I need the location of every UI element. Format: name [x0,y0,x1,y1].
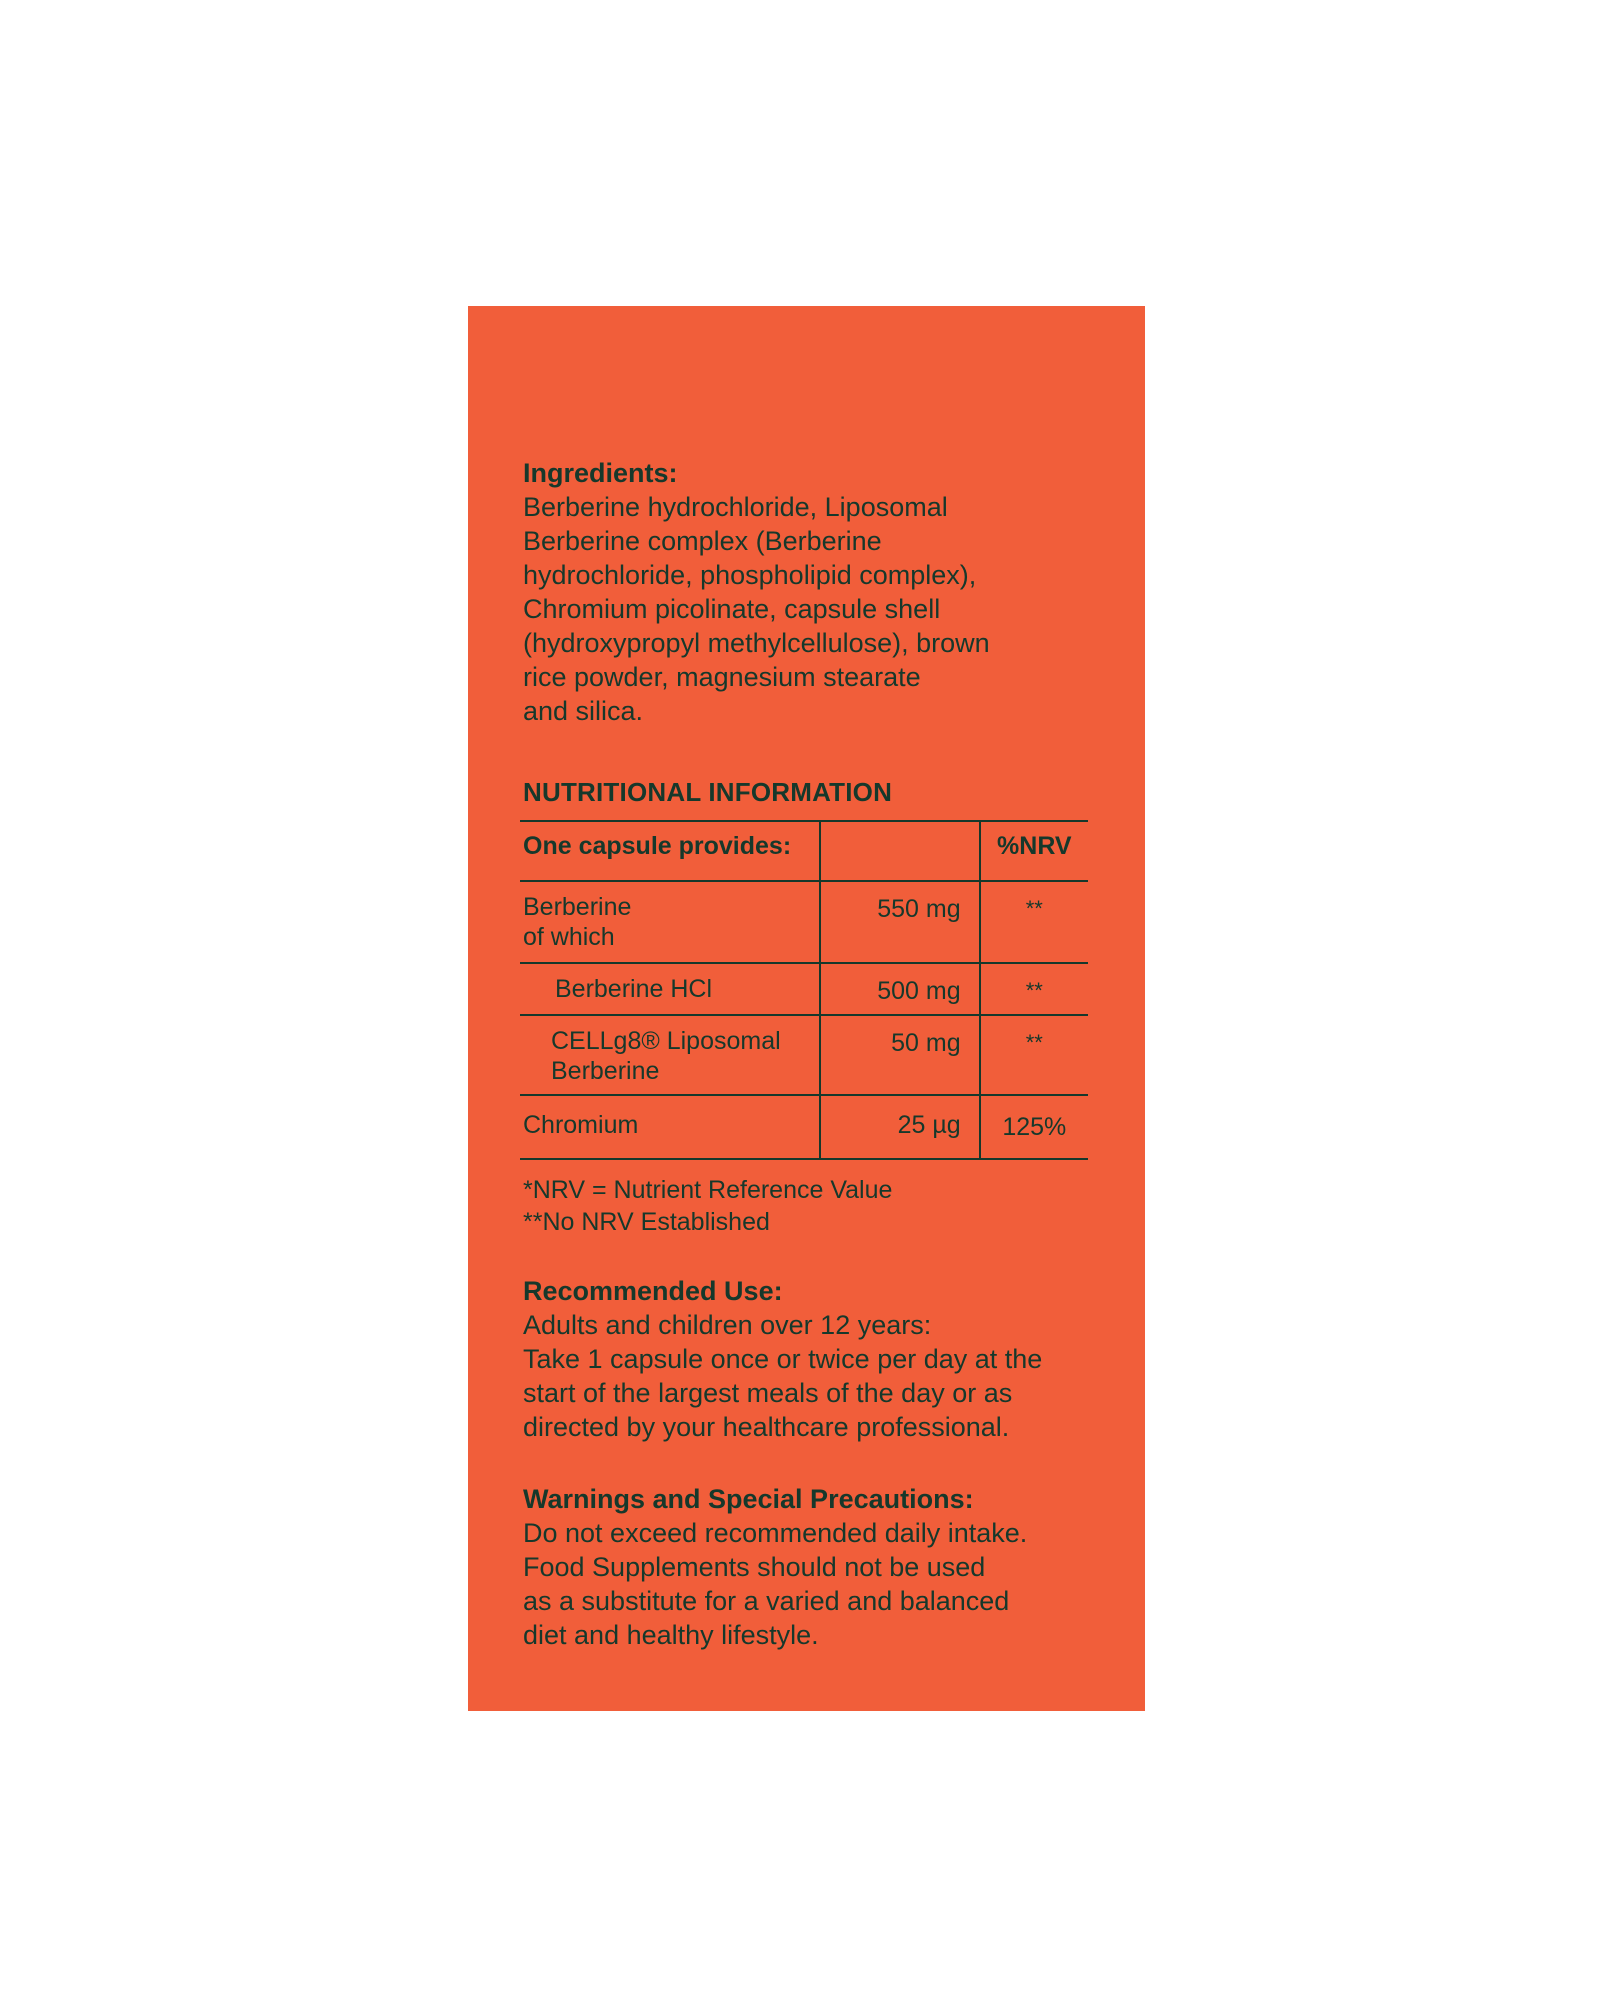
nutrient-name: Berberine HCl [555,975,713,1003]
nutrient-name-line2: of which [523,923,615,951]
nutrient-amount: 500 mg [877,977,961,1005]
nutrient-name [520,882,819,952]
nutrient-nrv: 125% [1002,1113,1067,1141]
table-row [520,881,1088,963]
nutrient-amount: 550 mg [877,895,961,923]
nutrient-cell [520,1015,820,1095]
ingredients-heading: Ingredients: [523,458,678,488]
recommended-use-line: Take 1 capsule once or twice per day at the [523,1344,1043,1374]
ingredients-line: Chromium picolinate, capsule shell [523,594,941,624]
ingredients-line: Berberine complex (Berberine [523,526,882,556]
nutrient-name [520,1016,819,1086]
nrv-note: **No NRV Established [523,1208,770,1236]
nutrient-name-line2: Berberine [551,1057,660,1085]
nutrient-cell [520,1095,820,1159]
table-row [520,1015,1088,1095]
nutrient-name-line1: Berberine [523,893,632,921]
warnings-line: Do not exceed recommended daily intake. [523,1518,1028,1548]
amount-cell [820,963,980,1015]
table-row [520,963,1088,1015]
label-content [523,456,1083,1652]
warnings-line: as a substitute for a varied and balanced [523,1586,1010,1616]
nrv-notes [523,1174,1083,1238]
nutrient-name: Chromium [523,1111,639,1139]
warnings-line: diet and healthy lifestyle. [523,1620,819,1650]
nrv-note: *NRV = Nutrient Reference Value [523,1176,893,1204]
label-panel [468,306,1145,1711]
nutrient-nrv: ** [1025,1030,1043,1055]
nutrition-section [523,776,1083,1238]
header-amount [820,821,980,881]
ingredients-line: rice powder, magnesium stearate [523,662,921,692]
nutrition-table [520,820,1088,1160]
nutrient-cell [520,881,820,963]
recommended-use-section [523,1274,1083,1444]
header-nrv: %NRV [980,821,1088,881]
nutrient-name-line1: CELLg8® Liposomal [551,1027,781,1055]
nrv-cell [980,1015,1088,1095]
recommended-use-heading: Recommended Use: [523,1276,783,1306]
nrv-cell [980,881,1088,963]
recommended-use-line: Adults and children over 12 years: [523,1310,932,1340]
nrv-cell [980,963,1088,1015]
ingredients-line: (hydroxypropyl methylcellulose), brown [523,628,990,658]
amount-cell [820,1095,980,1159]
table-row [520,1095,1088,1159]
warnings-section [523,1482,1083,1652]
nutrition-header-row [520,821,1088,881]
ingredients-line: and silica. [523,696,644,726]
warnings-heading: Warnings and Special Precautions: [523,1484,974,1514]
warnings-line: Food Supplements should not be used [523,1552,986,1582]
ingredients-line: Berberine hydrochloride, Liposomal [523,492,948,522]
nutrient-nrv: ** [1025,896,1043,921]
nutrient-nrv: ** [1025,978,1043,1003]
nutrient-cell [520,963,820,1015]
nutrient-amount: 25 µg [897,1111,961,1139]
ingredients-line: hydrochloride, phospholipid complex), [523,560,977,590]
header-label: One capsule provides: [520,821,820,881]
recommended-use-line: start of the largest meals of the day or as [523,1378,1013,1408]
nutrient-amount: 50 mg [891,1029,961,1057]
recommended-use-line: directed by your healthcare professional. [523,1412,1010,1442]
amount-cell [820,1015,980,1095]
ingredients-section [523,456,1083,728]
amount-cell [820,881,980,963]
nrv-cell [980,1095,1088,1159]
nutrition-title: NUTRITIONAL INFORMATION [523,777,893,807]
